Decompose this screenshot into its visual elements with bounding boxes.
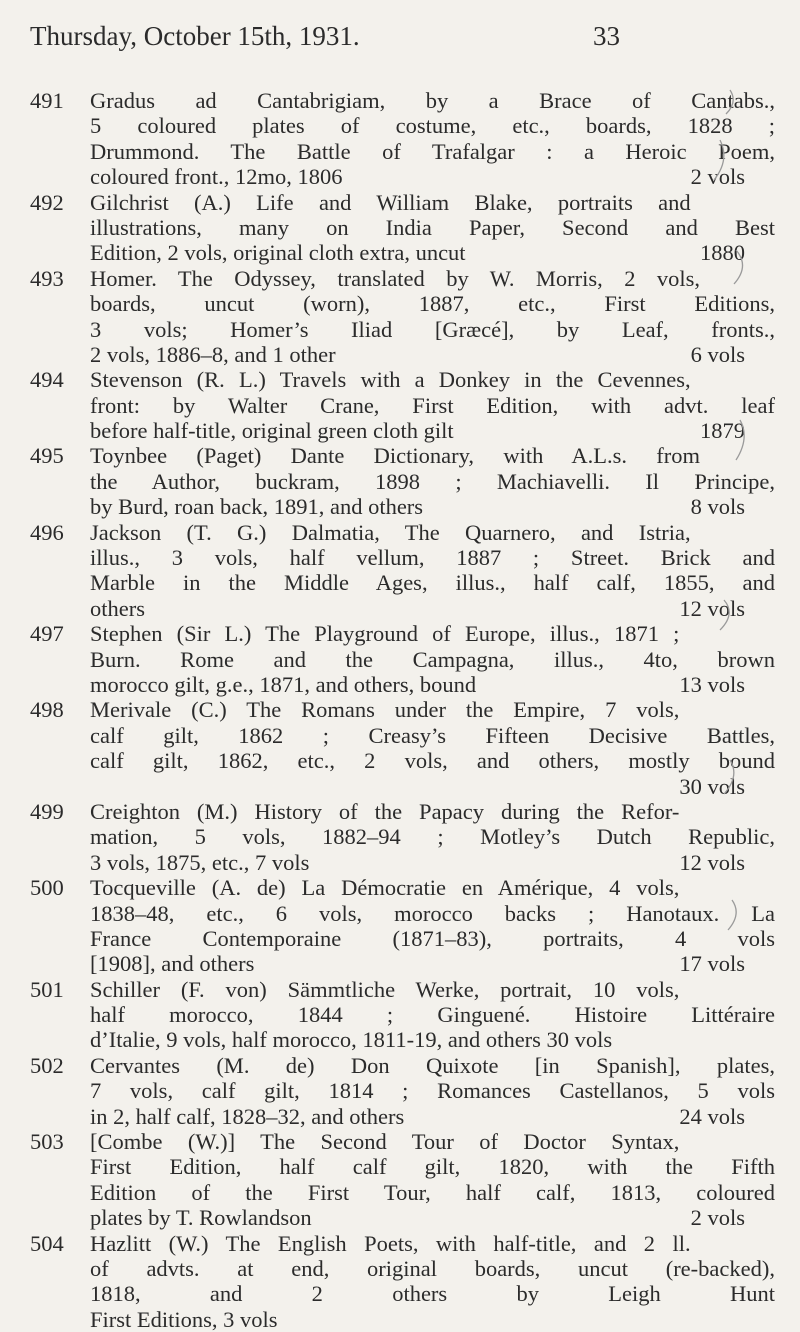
entry-line: [Combe (W.)] The Second Tour of Doctor Syntax, [90, 1129, 680, 1155]
lot-entry [30, 190, 775, 266]
entry-line: calf gilt, 1862 ; Creasy’s Fifteen Decisive Battles, [90, 722, 775, 748]
entry-line: Edition, 2 vols, original cloth extra, uncut 1880 [90, 240, 745, 266]
lot-number: 492 [30, 189, 64, 215]
entry-line: 2 vols, 1886–8, and 1 other 6 vols [90, 341, 745, 367]
volume-count: 1880 [700, 240, 745, 266]
entry-line: Marble in the Middle Ages, illus., half calf, 1855, and [90, 570, 775, 596]
lot-number: 501 [30, 976, 64, 1002]
lot-entry [30, 621, 775, 697]
page-number: 33 [593, 21, 620, 51]
volume-count: 1879 [700, 418, 745, 444]
entry-line: Hazlitt (W.) The English Poets, with half-title, and 2 ll. [90, 1230, 691, 1256]
entry-line: illus., 3 vols, half vellum, 1887 ; Street. Brick and [90, 545, 775, 571]
entry-line: illustrations, many on India Paper, Second and Best [90, 214, 775, 240]
lot-entry [30, 1053, 775, 1129]
lot-entry [30, 799, 775, 875]
entry-line: boards, uncut (worn), 1887, etc., First Editions, [90, 291, 775, 317]
entry-line: before half-title, original green cloth gilt 1879 [90, 418, 745, 444]
volume-count: 17 vols [679, 951, 745, 977]
entry-line: by Burd, roan back, 1891, and others 8 vols [90, 494, 745, 520]
lot-number: 494 [30, 367, 64, 393]
lot-number: 502 [30, 1052, 64, 1078]
entry-line: Merivale (C.) The Romans under the Empire, 7 vols, [90, 697, 680, 723]
lot-entry [30, 977, 775, 1053]
entry-line: of advts. at end, original boards, uncut (re-backed), [90, 1255, 775, 1281]
entry-line: 3 vols; Homer’s Iliad [Græcé], by Leaf, fronts., [90, 316, 775, 342]
lot-list [30, 88, 775, 1332]
entry-line: Drummond. The Battle of Trafalgar : a Heroic Poem, [90, 138, 775, 164]
volume-count: 2 vols [690, 1205, 745, 1231]
entry-line: [1908], and others 17 vols [90, 951, 745, 977]
volume-count: 24 vols [679, 1103, 745, 1129]
lot-number: 503 [30, 1129, 64, 1155]
entry-line: plates by T. Rowlandson 2 vols [90, 1205, 745, 1231]
entry-line: 7 vols, calf gilt, 1814 ; Romances Castellanos, 5 vols [90, 1078, 775, 1104]
lot-number: 498 [30, 697, 64, 723]
volume-count: 12 vols [679, 849, 745, 875]
entry-line: mation, 5 vols, 1882–94 ; Motley’s Dutch Republic, [90, 824, 775, 850]
entry-line: Gradus ad Cantabrigiam, by a Brace of Cantabs., [90, 88, 775, 113]
entry-line: Edition of the First Tour, half calf, 1813, coloured [90, 1179, 775, 1205]
lot-number: 495 [30, 443, 64, 469]
entry-line: 3 vols, 1875, etc., 7 vols 12 vols [90, 849, 745, 875]
lot-entry [30, 1231, 775, 1332]
entry-line: Cervantes (M. de) Don Quixote [in Spanish], plates, [90, 1052, 775, 1078]
entry-line: Gilchrist (A.) Life and William Blake, portraits and [90, 189, 691, 215]
entry-line: 1818, and 2 others by Leigh Hunt [90, 1281, 775, 1307]
entry-line: Tocqueville (A. de) La Démocratie en Amérique, 4 vols, [90, 875, 680, 901]
lot-entry [30, 697, 775, 799]
lot-entry [30, 520, 775, 622]
entry-line: coloured front., 12mo, 1806 2 vols [90, 164, 745, 190]
volume-count: 6 vols [690, 341, 745, 367]
entry-line: half morocco, 1844 ; Ginguené. Histoire Littéraire [90, 1002, 775, 1028]
entry-line: Stephen (Sir L.) The Playground of Europe, illus., 1871 ; [90, 621, 680, 647]
entry-line: 1838–48, etc., 6 vols, morocco backs ; Hanotaux. La [90, 900, 775, 926]
entry-line: Stevenson (R. L.) Travels with a Donkey in the Cevennes, [90, 367, 691, 393]
entry-line: Creighton (M.) History of the Papacy during the Refor- [90, 798, 680, 824]
lot-number: 504 [30, 1230, 64, 1256]
entry-line: First Edition, half calf gilt, 1820, with the Fifth [90, 1154, 775, 1180]
lot-entry [30, 266, 775, 368]
lot-number: 499 [30, 798, 64, 824]
entry-line: Schiller (F. von) Sämmtliche Werke, portrait, 10 vols, [90, 976, 680, 1002]
volume-count: 8 vols [690, 494, 745, 520]
entry-line: Toynbee (Paget) Dante Dictionary, with A.L.s. from [90, 443, 700, 469]
entry-line: calf gilt, 1862, etc., 2 vols, and others, mostly bound [90, 748, 775, 774]
entry-line: First Editions, 3 vols [90, 1306, 278, 1332]
volume-count: 13 vols [679, 671, 745, 697]
volume-count: 12 vols [679, 595, 745, 621]
volume-count: 2 vols [690, 164, 745, 190]
volume-count: 30 vols [679, 773, 745, 799]
entry-line: others 12 vols [90, 595, 745, 621]
lot-entry [30, 1129, 775, 1231]
entry-line: France Contemporaine (1871–83), portraits, 4 vols [90, 925, 775, 951]
lot-number: 500 [30, 875, 64, 901]
entry-line: d’Italie, 9 vols, half morocco, 1811-19, and others 30 vols [90, 1027, 613, 1053]
entry-line: morocco gilt, g.e., 1871, and others, bound 13 vols [90, 671, 745, 697]
lot-entry [30, 875, 775, 977]
entry-line: in 2, half calf, 1828–32, and others 24 vols [90, 1103, 745, 1129]
lot-entry [30, 367, 775, 443]
entry-line: Burn. Rome and the Campagna, illus., 4to, brown [90, 646, 775, 672]
entry-line: 5 coloured plates of costume, etc., boards, 1828 ; [90, 113, 775, 139]
lot-number: 491 [30, 88, 64, 113]
lot-entry [30, 443, 775, 519]
lot-number: 496 [30, 519, 64, 545]
entry-line: Jackson (T. G.) Dalmatia, The Quarnero, and Istria, [90, 519, 691, 545]
lot-number: 493 [30, 265, 64, 291]
entry-line: Homer. The Odyssey, translated by W. Morris, 2 vols, [90, 265, 700, 291]
lot-number: 497 [30, 621, 64, 647]
entry-line: the Author, buckram, 1898 ; Machiavelli. Il Principe, [90, 468, 775, 494]
entry-line [90, 774, 775, 799]
entry-line: front: by Walter Crane, First Edition, with advt. leaf [90, 392, 775, 418]
lot-entry [30, 88, 775, 190]
header-date: Thursday, October 15th, 1931. [30, 21, 360, 51]
